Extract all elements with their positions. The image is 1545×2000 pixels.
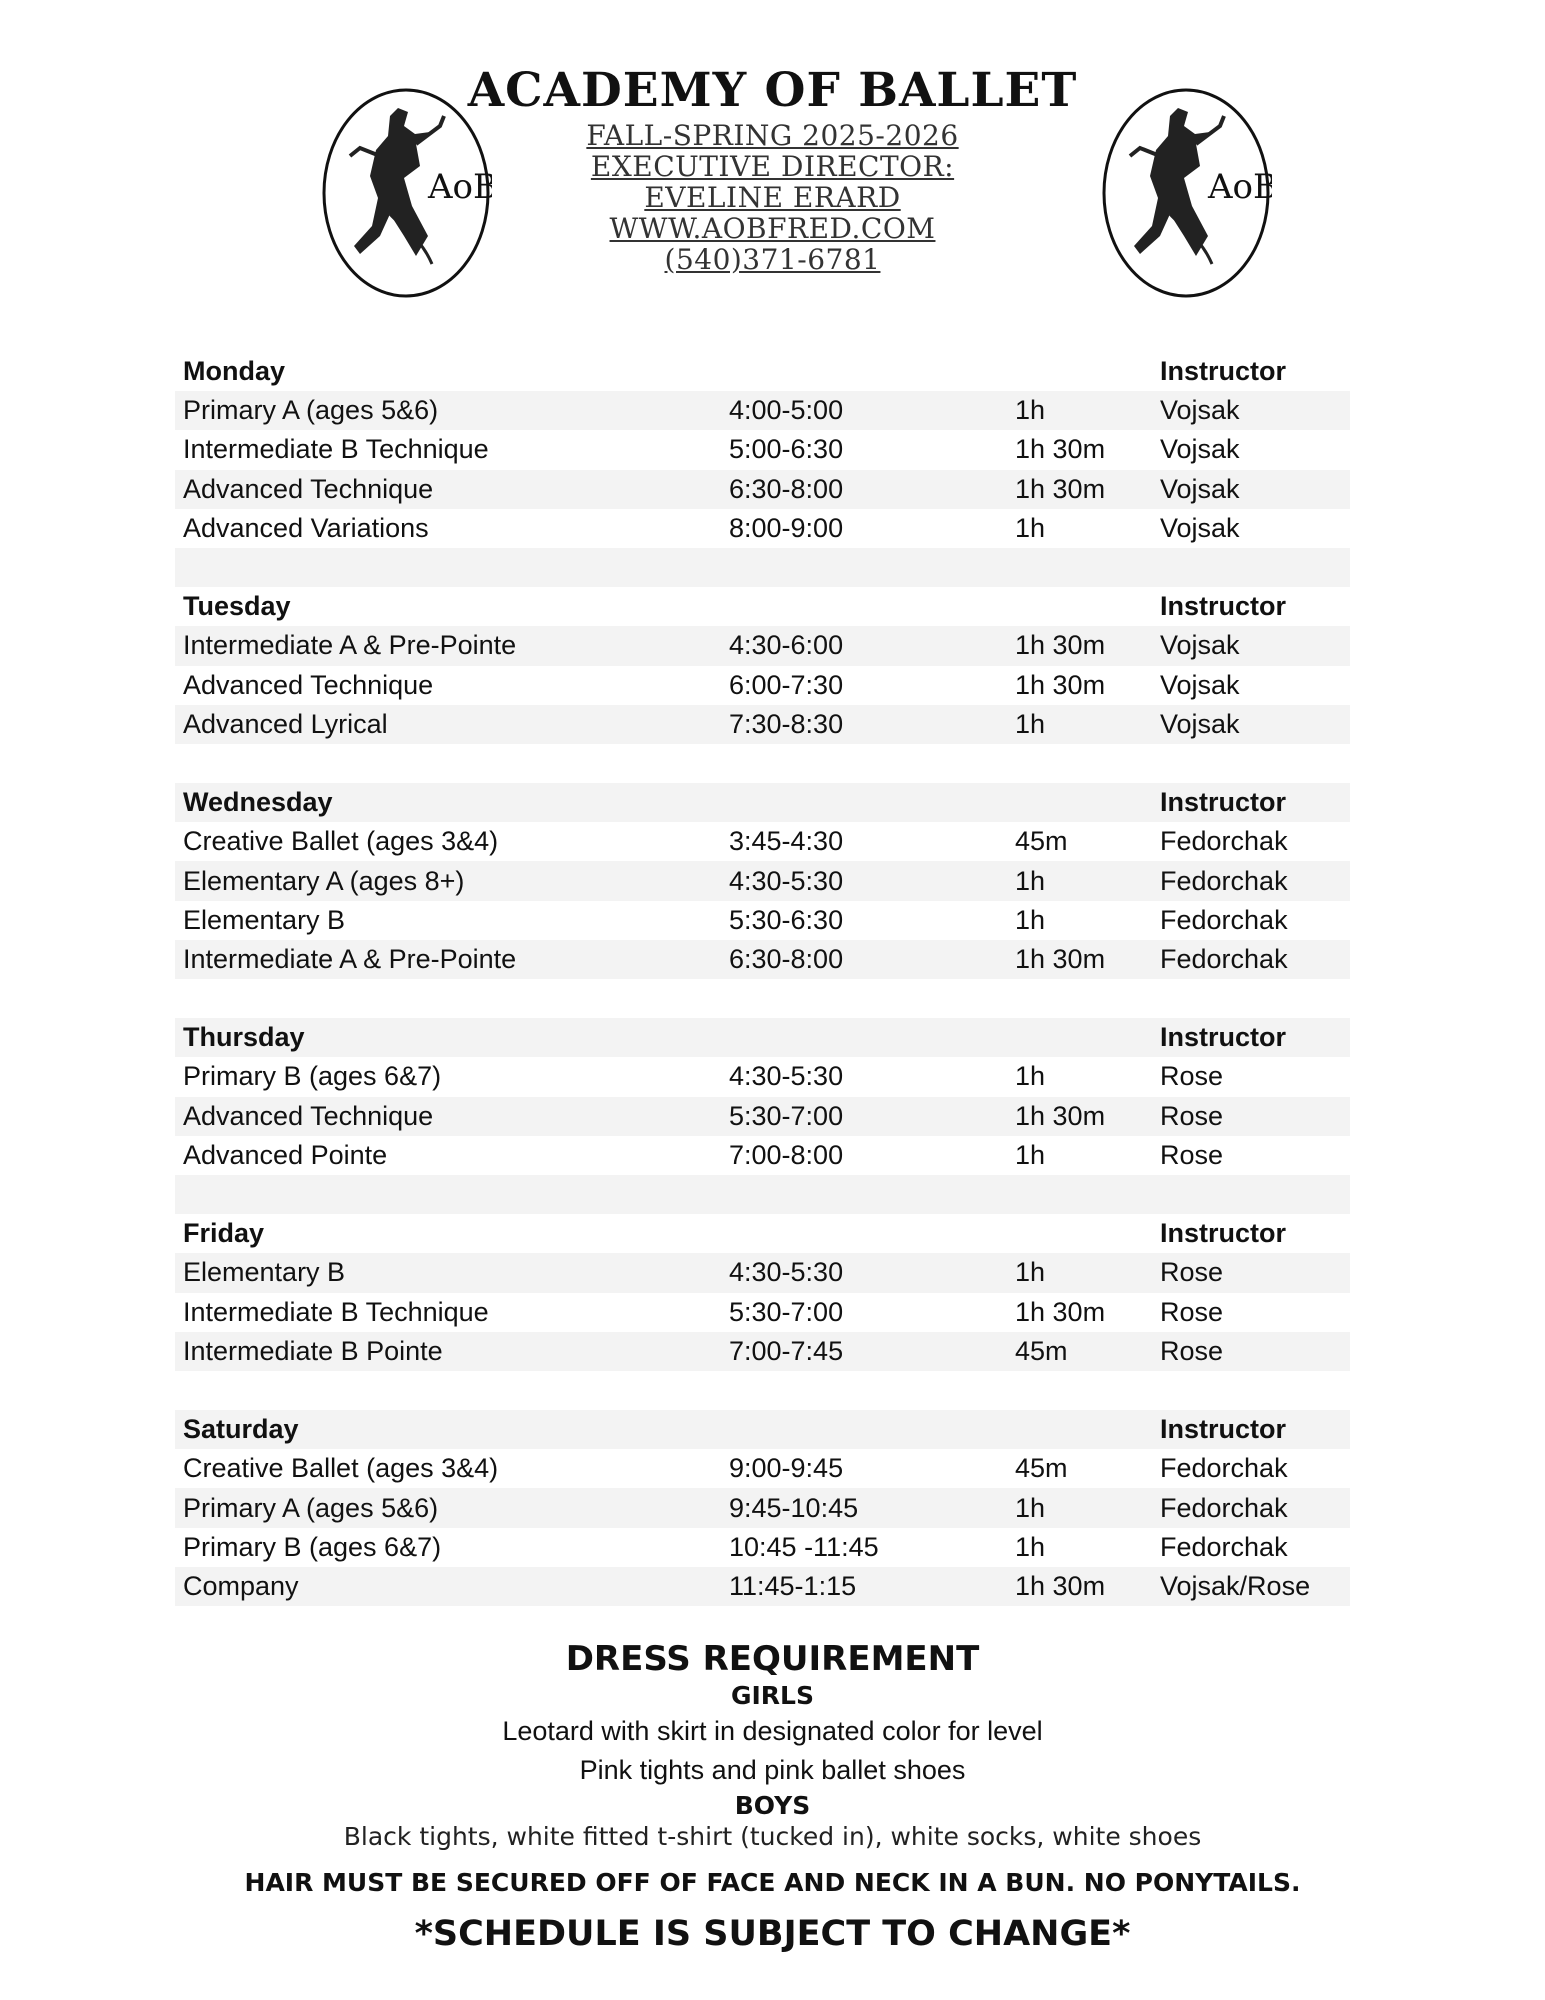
class-name: Intermediate B Technique — [183, 434, 489, 465]
table-row — [175, 1136, 1350, 1175]
phone-number: (540)371-6781 — [664, 243, 881, 276]
instructor-header: Instructor — [1160, 356, 1287, 387]
class-instructor: Vojsak — [1160, 630, 1240, 661]
director-name: EVELINE ERARD — [644, 181, 901, 214]
class-duration: 1h — [1015, 1257, 1046, 1288]
class-name: Creative Ballet (ages 3&4) — [183, 826, 499, 857]
table-row — [175, 1097, 1350, 1136]
table-row — [175, 1567, 1350, 1606]
hair-notice: HAIR MUST BE SECURED OFF OF FACE AND NECK IN A BUN. NO PONYTAILS. — [244, 1868, 1301, 1897]
class-duration: 1h — [1015, 395, 1046, 426]
class-name: Elementary A (ages 8+) — [183, 865, 465, 896]
day-name: Friday — [183, 1218, 265, 1249]
day-name: Thursday — [183, 1022, 305, 1053]
class-duration: 1h 30m — [1015, 1296, 1106, 1327]
class-time: 6:30-8:00 — [729, 473, 844, 504]
class-time: 5:30-7:00 — [729, 1100, 844, 1131]
table-row — [175, 1057, 1350, 1096]
day-friday — [175, 1214, 1350, 1410]
dress-requirement — [0, 1638, 1545, 1956]
class-name: Creative Ballet (ages 3&4) — [183, 1453, 499, 1484]
table-row — [175, 1293, 1350, 1332]
class-time: 6:30-8:00 — [729, 943, 844, 974]
instructor-header: Instructor — [1160, 1218, 1287, 1249]
class-duration: 1h 30m — [1015, 943, 1106, 974]
class-instructor: Vojsak — [1160, 473, 1240, 504]
table-row — [175, 1488, 1350, 1527]
instructor-header: Instructor — [1160, 787, 1287, 818]
girls-line-2: Pink tights and pink ballet shoes — [579, 1755, 966, 1785]
schedule-table — [175, 352, 1350, 1606]
girls-label: GIRLS — [730, 1681, 814, 1710]
boys-line: Black tights, white fitted t-shirt (tucked in), white socks, white shoes — [343, 1822, 1202, 1851]
class-time: 3:45-4:30 — [729, 826, 844, 857]
class-instructor: Vojsak/Rose — [1160, 1570, 1311, 1601]
class-name: Advanced Technique — [183, 473, 434, 504]
table-row — [175, 470, 1350, 509]
class-name: Intermediate B Pointe — [183, 1335, 443, 1366]
day-header — [175, 352, 1350, 391]
table-row — [175, 940, 1350, 979]
class-time: 7:30-8:30 — [729, 708, 844, 739]
class-time: 4:30-5:30 — [729, 1061, 844, 1092]
day-header — [175, 1410, 1350, 1449]
table-row — [175, 666, 1350, 705]
class-duration: 1h 30m — [1015, 434, 1106, 465]
logo-right-text: AoB — [1208, 167, 1272, 207]
class-name: Primary A (ages 5&6) — [183, 395, 439, 426]
class-time: 5:30-6:30 — [729, 904, 844, 935]
class-duration: 1h 30m — [1015, 1570, 1106, 1601]
class-name: Elementary B — [183, 904, 346, 935]
class-instructor: Rose — [1160, 1061, 1224, 1092]
class-duration: 1h 30m — [1015, 669, 1106, 700]
class-time: 9:00-9:45 — [729, 1453, 844, 1484]
class-name: Elementary B — [183, 1257, 346, 1288]
class-time: 10:45 -11:45 — [729, 1531, 879, 1562]
day-name: Saturday — [183, 1414, 299, 1445]
class-name: Advanced Pointe — [183, 1139, 388, 1170]
class-duration: 1h — [1015, 904, 1046, 935]
class-duration: 1h — [1015, 1531, 1046, 1562]
day-name: Tuesday — [183, 591, 291, 622]
class-time: 8:00-9:00 — [729, 512, 844, 543]
class-name: Intermediate A & Pre-Pointe — [183, 943, 517, 974]
class-instructor: Rose — [1160, 1257, 1224, 1288]
row-spacer — [175, 548, 1350, 587]
class-name: Primary A (ages 5&6) — [183, 1492, 439, 1523]
class-instructor: Fedorchak — [1160, 943, 1288, 974]
class-time: 9:45-10:45 — [729, 1492, 859, 1523]
class-duration: 1h — [1015, 512, 1046, 543]
class-name: Company — [183, 1570, 299, 1601]
class-duration: 45m — [1015, 1335, 1068, 1366]
season: FALL-SPRING 2025-2026 — [586, 119, 959, 152]
class-instructor: Fedorchak — [1160, 865, 1288, 896]
table-row — [175, 1528, 1350, 1567]
instructor-header: Instructor — [1160, 591, 1287, 622]
logo-left-text: AoB — [428, 167, 492, 207]
instructor-header: Instructor — [1160, 1414, 1287, 1445]
class-duration: 1h — [1015, 1139, 1046, 1170]
class-instructor: Fedorchak — [1160, 1492, 1288, 1523]
class-name: Advanced Variations — [183, 512, 429, 543]
table-row — [175, 391, 1350, 430]
class-duration: 1h 30m — [1015, 1100, 1106, 1131]
day-header — [175, 1214, 1350, 1253]
class-time: 7:00-7:45 — [729, 1335, 844, 1366]
table-row — [175, 705, 1350, 744]
class-time: 5:30-7:00 — [729, 1296, 844, 1327]
row-spacer — [175, 1371, 1350, 1410]
class-name: Advanced Technique — [183, 1100, 434, 1131]
class-duration: 1h — [1015, 708, 1046, 739]
day-wednesday — [175, 783, 1350, 1018]
table-row — [175, 1332, 1350, 1371]
day-header — [175, 587, 1350, 626]
girls-line-1: Leotard with skirt in designated color for level — [502, 1716, 1043, 1746]
table-row — [175, 509, 1350, 548]
table-row — [175, 1253, 1350, 1292]
day-name: Wednesday — [183, 787, 333, 818]
boys-label: BOYS — [734, 1791, 811, 1820]
instructor-header: Instructor — [1160, 1022, 1287, 1053]
class-instructor: Vojsak — [1160, 708, 1240, 739]
director-label: EXECUTIVE DIRECTOR: — [590, 150, 955, 183]
class-instructor: Fedorchak — [1160, 1453, 1288, 1484]
header — [0, 62, 1545, 275]
row-spacer — [175, 744, 1350, 783]
row-spacer — [175, 1175, 1350, 1214]
class-time: 4:00-5:00 — [729, 395, 844, 426]
table-row — [175, 861, 1350, 900]
class-duration: 1h — [1015, 1061, 1046, 1092]
class-duration: 45m — [1015, 826, 1068, 857]
class-instructor: Fedorchak — [1160, 1531, 1288, 1562]
day-monday — [175, 352, 1350, 587]
class-name: Intermediate B Technique — [183, 1296, 489, 1327]
schedule-change-notice: *SCHEDULE IS SUBJECT TO CHANGE* — [414, 1914, 1131, 1954]
class-instructor: Rose — [1160, 1296, 1224, 1327]
class-duration: 1h 30m — [1015, 630, 1106, 661]
class-instructor: Rose — [1160, 1335, 1224, 1366]
class-time: 11:45-1:15 — [729, 1570, 857, 1601]
class-instructor: Rose — [1160, 1139, 1224, 1170]
class-name: Advanced Technique — [183, 669, 434, 700]
class-name: Advanced Lyrical — [183, 708, 388, 739]
class-instructor: Vojsak — [1160, 669, 1240, 700]
day-name: Monday — [183, 356, 286, 387]
day-header — [175, 1018, 1350, 1057]
day-tuesday — [175, 587, 1350, 783]
class-instructor: Fedorchak — [1160, 826, 1288, 857]
table-row — [175, 822, 1350, 861]
class-time: 6:00-7:30 — [729, 669, 844, 700]
class-instructor: Rose — [1160, 1100, 1224, 1131]
class-name: Primary B (ages 6&7) — [183, 1531, 442, 1562]
table-row — [175, 1449, 1350, 1488]
class-instructor: Vojsak — [1160, 434, 1240, 465]
day-saturday — [175, 1410, 1350, 1606]
class-instructor: Fedorchak — [1160, 904, 1288, 935]
class-duration: 1h — [1015, 1492, 1046, 1523]
class-duration: 1h 30m — [1015, 473, 1106, 504]
dress-title: DRESS REQUIREMENT — [565, 1639, 980, 1679]
class-duration: 1h — [1015, 865, 1046, 896]
day-thursday — [175, 1018, 1350, 1214]
website-link[interactable]: WWW.AOBFRED.COM — [609, 212, 936, 245]
class-time: 7:00-8:00 — [729, 1139, 844, 1170]
class-name: Intermediate A & Pre-Pointe — [183, 630, 517, 661]
class-time: 4:30-5:30 — [729, 865, 844, 896]
class-duration: 45m — [1015, 1453, 1068, 1484]
class-time: 5:00-6:30 — [729, 434, 844, 465]
row-spacer — [175, 979, 1350, 1018]
class-time: 4:30-5:30 — [729, 1257, 844, 1288]
table-row — [175, 901, 1350, 940]
table-row — [175, 430, 1350, 469]
class-instructor: Vojsak — [1160, 512, 1240, 543]
page-title: ACADEMY OF BALLET — [467, 63, 1078, 118]
class-instructor: Vojsak — [1160, 395, 1240, 426]
class-time: 4:30-6:00 — [729, 630, 844, 661]
class-name: Primary B (ages 6&7) — [183, 1061, 442, 1092]
day-header — [175, 783, 1350, 822]
table-row — [175, 626, 1350, 665]
